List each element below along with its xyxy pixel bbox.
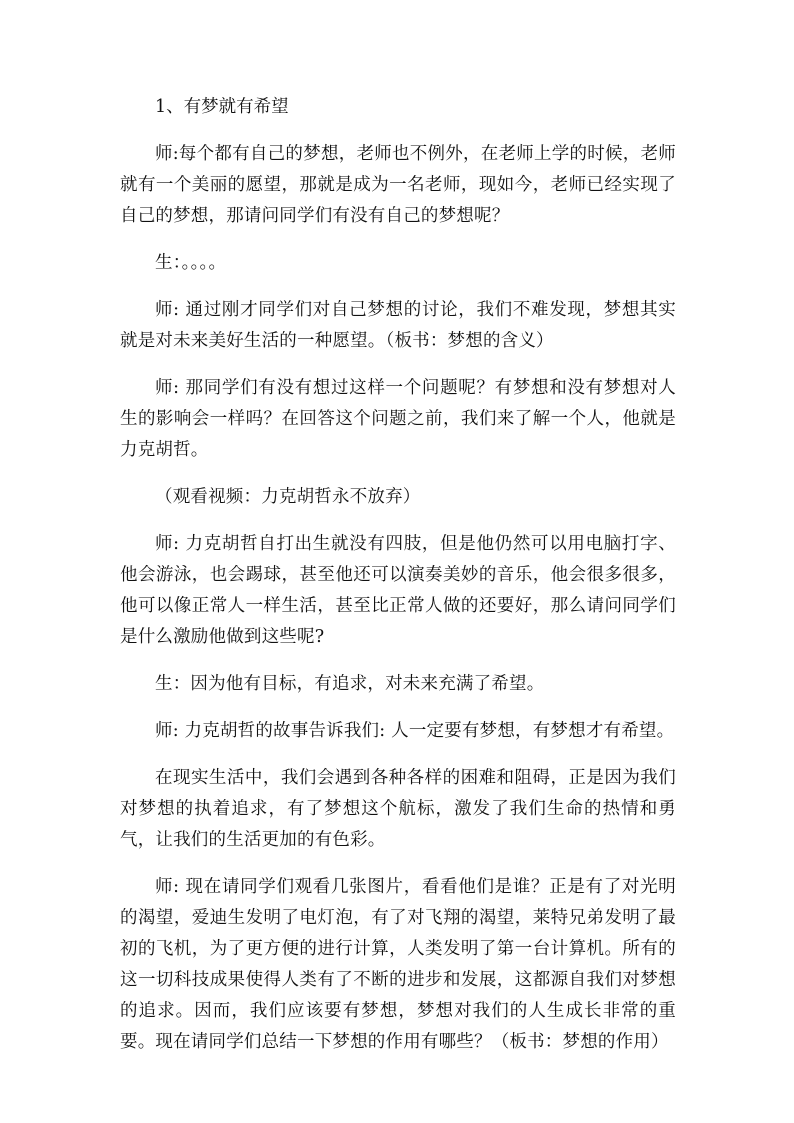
section-heading: 1、有梦就有希望	[155, 97, 289, 117]
paragraph-question: 师: 那同学们有没有想过这样一个问题呢？有梦想和没有梦想对人生的影响会一样吗？在回答这个问题之前，我们来了解一个人，他就是力克胡哲。	[120, 378, 676, 460]
paragraph-student-answer: 生：因为他有目标，有追求，对未来充满了希望。	[155, 674, 545, 694]
paragraph-inventions: 师: 现在请同学们观看几张图片，看看他们是谁？正是有了对光明的渴望，爱迪生发明了电灯泡，有了对飞翔的渴望，莱特兄弟发明了最初的飞机，为了更方便的进行计算，人类发明了第一台计算机。所有的这一切科技成果使得人类有了不断的进步和发展，这都源自我们对梦想的追求。因而，我们应该要有梦想，梦想对我们的人生成长非常的重要。现在请同学们总结一下梦想的作用有哪些？（板书：梦想的作用）	[120, 877, 676, 1052]
paragraph-real-life: 在现实生活中，我们会遇到各种各样的困难和阻碍，正是因为我们对梦想的执着追求，有了梦想这个航标，激发了我们生命的热情和勇气，让我们的生活更加的有色彩。	[120, 768, 676, 850]
document-body	[120, 92, 676, 1074]
paragraph-student-reply: 生：。。。。	[155, 253, 227, 273]
paragraph-lesson: 师: 力克胡哲的故事告诉我们: 人一定要有梦想，有梦想才有希望。	[155, 721, 675, 741]
paragraph-nick-story: 师: 力克胡哲自打出生就没有四肢，但是他仍然可以用电脑打字、他会游泳，也会踢球，甚至他还可以演奏美妙的音乐，他会很多很多，他可以像正常人一样生活，甚至比正常人做的还要好，那么请问同学们是什么激励他做到这些呢?	[120, 534, 676, 647]
paragraph-teacher-intro: 师:每个都有自己的梦想，老师也不例外，在老师上学的时候，老师就有一个美丽的愿望，那就是成为一名老师，现如今，老师已经实现了自己的梦想，那请问同学们有没有自己的梦想呢？	[120, 144, 676, 226]
paragraph-video-note: （观看视频：力克胡哲永不放弃）	[155, 487, 421, 507]
paragraph-dream-definition: 师: 通过刚才同学们对自己梦想的讨论，我们不难发现，梦想其实就是对未来美好生活的一种愿望。（板书：梦想的含义）	[120, 300, 676, 351]
